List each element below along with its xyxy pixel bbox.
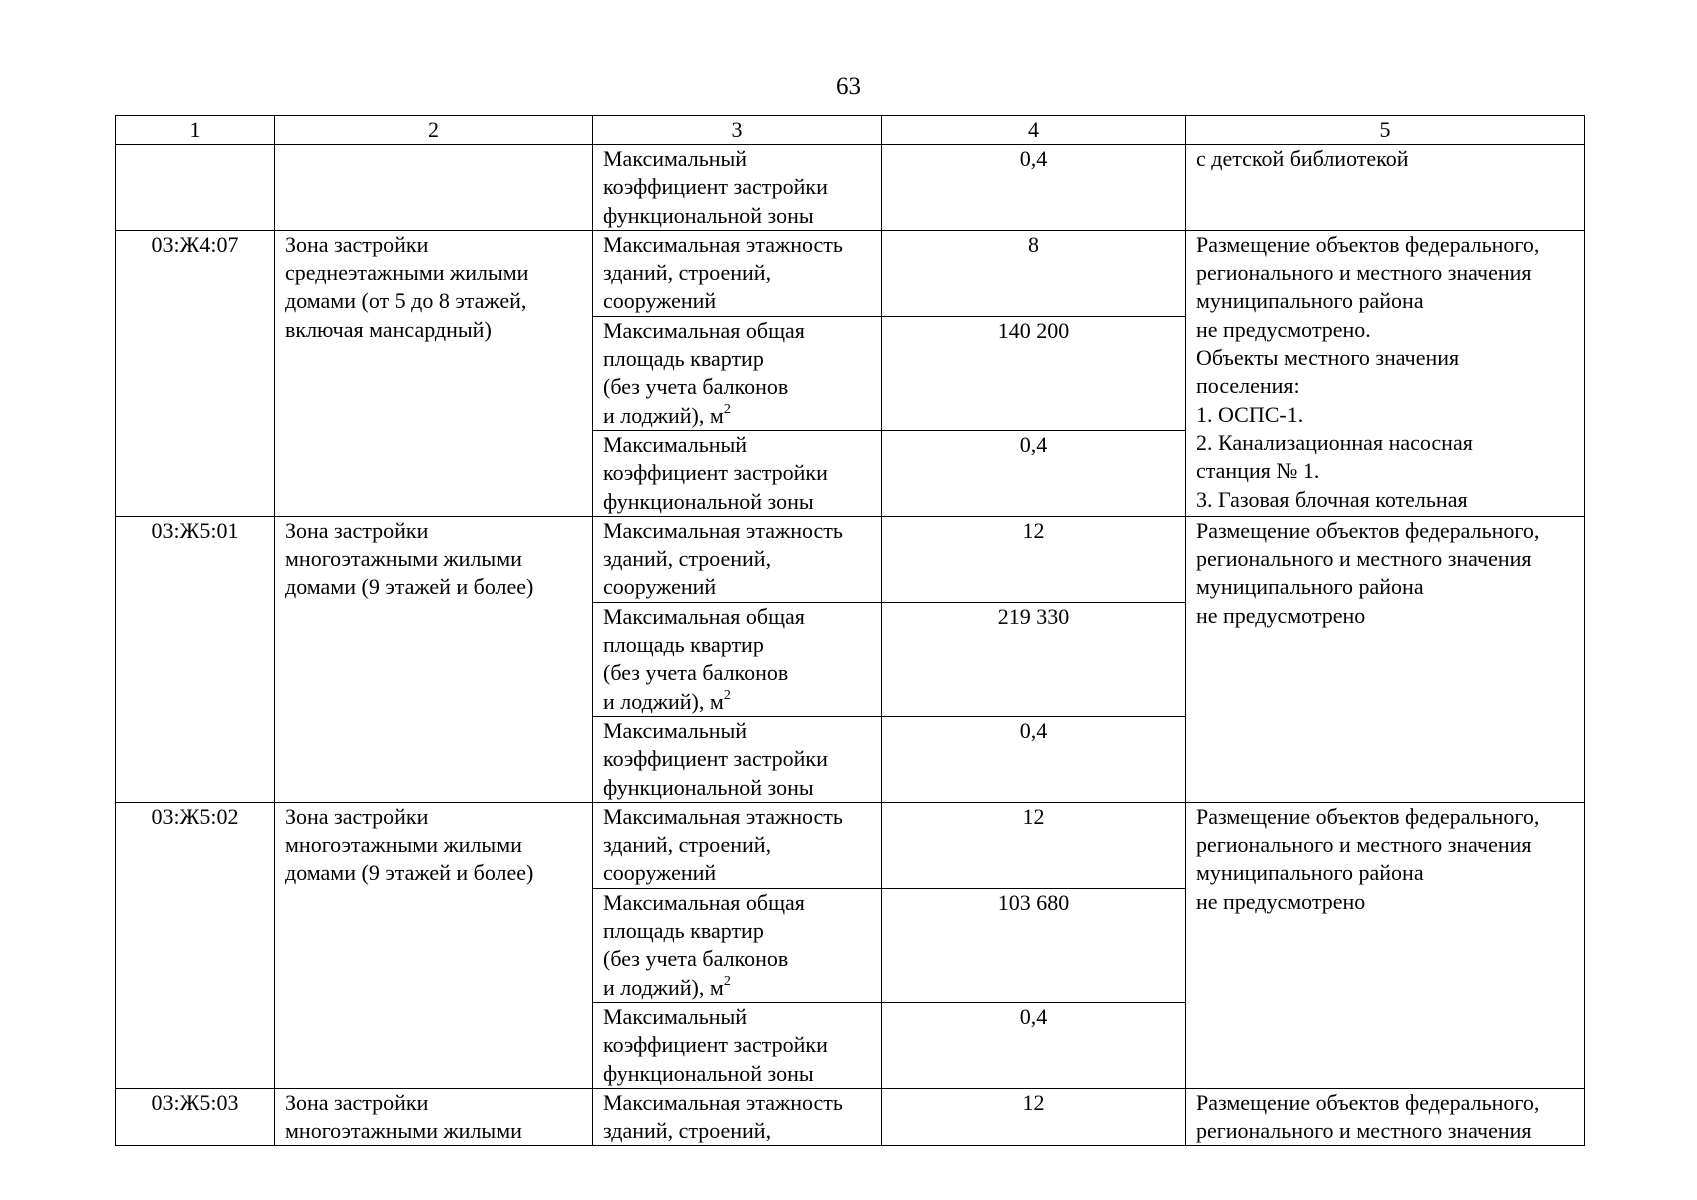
zone-name: Зона застройки среднеэтажными жилыми домами (от 5 до 8 этажей, включая мансардный) xyxy=(275,230,593,516)
column-header: 1 xyxy=(116,116,275,145)
param-label xyxy=(593,602,882,716)
objects-cell: Размещение объектов федерального, регионального и местного значения муниципального района не предусмотрено xyxy=(1186,802,1585,1088)
param-label: Максимальный коэффициент застройки функциональной зоны xyxy=(593,716,882,802)
param-label-text: Максимальная общая площадь квартир (без учета балконов и лоджий), м xyxy=(603,317,805,428)
param-label: Максимальная этажность зданий, строений, сооружений xyxy=(593,516,882,602)
param-value: 12 xyxy=(882,516,1186,602)
param-label: Максимальная этажность зданий, строений, сооружений xyxy=(593,230,882,316)
zone-name: Зона застройки многоэтажными жилыми xyxy=(275,1088,593,1146)
param-value: 140 200 xyxy=(882,316,1186,430)
table-row xyxy=(116,802,1585,888)
zone-name: Зона застройки многоэтажными жилыми домами (9 этажей и более) xyxy=(275,802,593,1088)
objects-cell: Размещение объектов федерального, регионального и местного значения муниципального района не предусмотрено xyxy=(1186,516,1585,802)
zone-code: 03:Ж5:03 xyxy=(116,1088,275,1146)
param-value: 0,4 xyxy=(882,145,1186,231)
column-header: 4 xyxy=(882,116,1186,145)
zone-code: 03:Ж5:02 xyxy=(116,802,275,1088)
table-row xyxy=(116,1088,1585,1146)
table-row xyxy=(116,516,1585,602)
param-value: 0,4 xyxy=(882,1002,1186,1088)
unit-superscript: 2 xyxy=(723,688,731,704)
unit-superscript: 2 xyxy=(723,974,731,990)
zone-name: Зона застройки многоэтажными жилыми домами (9 этажей и более) xyxy=(275,516,593,802)
param-value: 0,4 xyxy=(882,716,1186,802)
param-label-text: Максимальная общая площадь квартир (без учета балконов и лоджий), м xyxy=(603,889,805,1000)
zones-table xyxy=(115,115,1585,1146)
param-label: Максимальный коэффициент застройки функциональной зоны xyxy=(593,430,882,516)
zone-code: 03:Ж4:07 xyxy=(116,230,275,516)
param-value: 0,4 xyxy=(882,430,1186,516)
column-header: 2 xyxy=(275,116,593,145)
zone-code: 03:Ж5:01 xyxy=(116,516,275,802)
objects-cell: с детской библиотекой xyxy=(1186,145,1585,231)
param-label xyxy=(593,888,882,1002)
param-label: Максимальная этажность зданий, строений, xyxy=(593,1088,882,1146)
table-row xyxy=(116,145,1585,231)
zone-code-cell xyxy=(116,145,275,231)
param-label: Максимальный коэффициент застройки функциональной зоны xyxy=(593,145,882,231)
table-row xyxy=(116,230,1585,316)
zone-name-cell xyxy=(275,145,593,231)
param-label xyxy=(593,316,882,430)
column-header: 3 xyxy=(593,116,882,145)
column-header: 5 xyxy=(1186,116,1585,145)
param-label: Максимальная этажность зданий, строений, сооружений xyxy=(593,802,882,888)
objects-cell: Размещение объектов федерального, регионального и местного значения муниципального района не предусмотрено. Объекты местного значения поселения: 1. ОСПС-1. 2. Канализационная насосная станция № 1. 3. Газовая блочная котельная xyxy=(1186,230,1585,516)
param-value: 12 xyxy=(882,1088,1186,1146)
param-value: 8 xyxy=(882,230,1186,316)
param-label-text: Максимальная общая площадь квартир (без учета балконов и лоджий), м xyxy=(603,603,805,714)
unit-superscript: 2 xyxy=(723,402,731,418)
table-header-row xyxy=(116,116,1585,145)
param-value: 12 xyxy=(882,802,1186,888)
param-label: Максимальный коэффициент застройки функциональной зоны xyxy=(593,1002,882,1088)
param-value: 103 680 xyxy=(882,888,1186,1002)
objects-cell: Размещение объектов федерального, регионального и местного значения xyxy=(1186,1088,1585,1146)
param-value: 219 330 xyxy=(882,602,1186,716)
page-number: 63 xyxy=(836,73,861,100)
